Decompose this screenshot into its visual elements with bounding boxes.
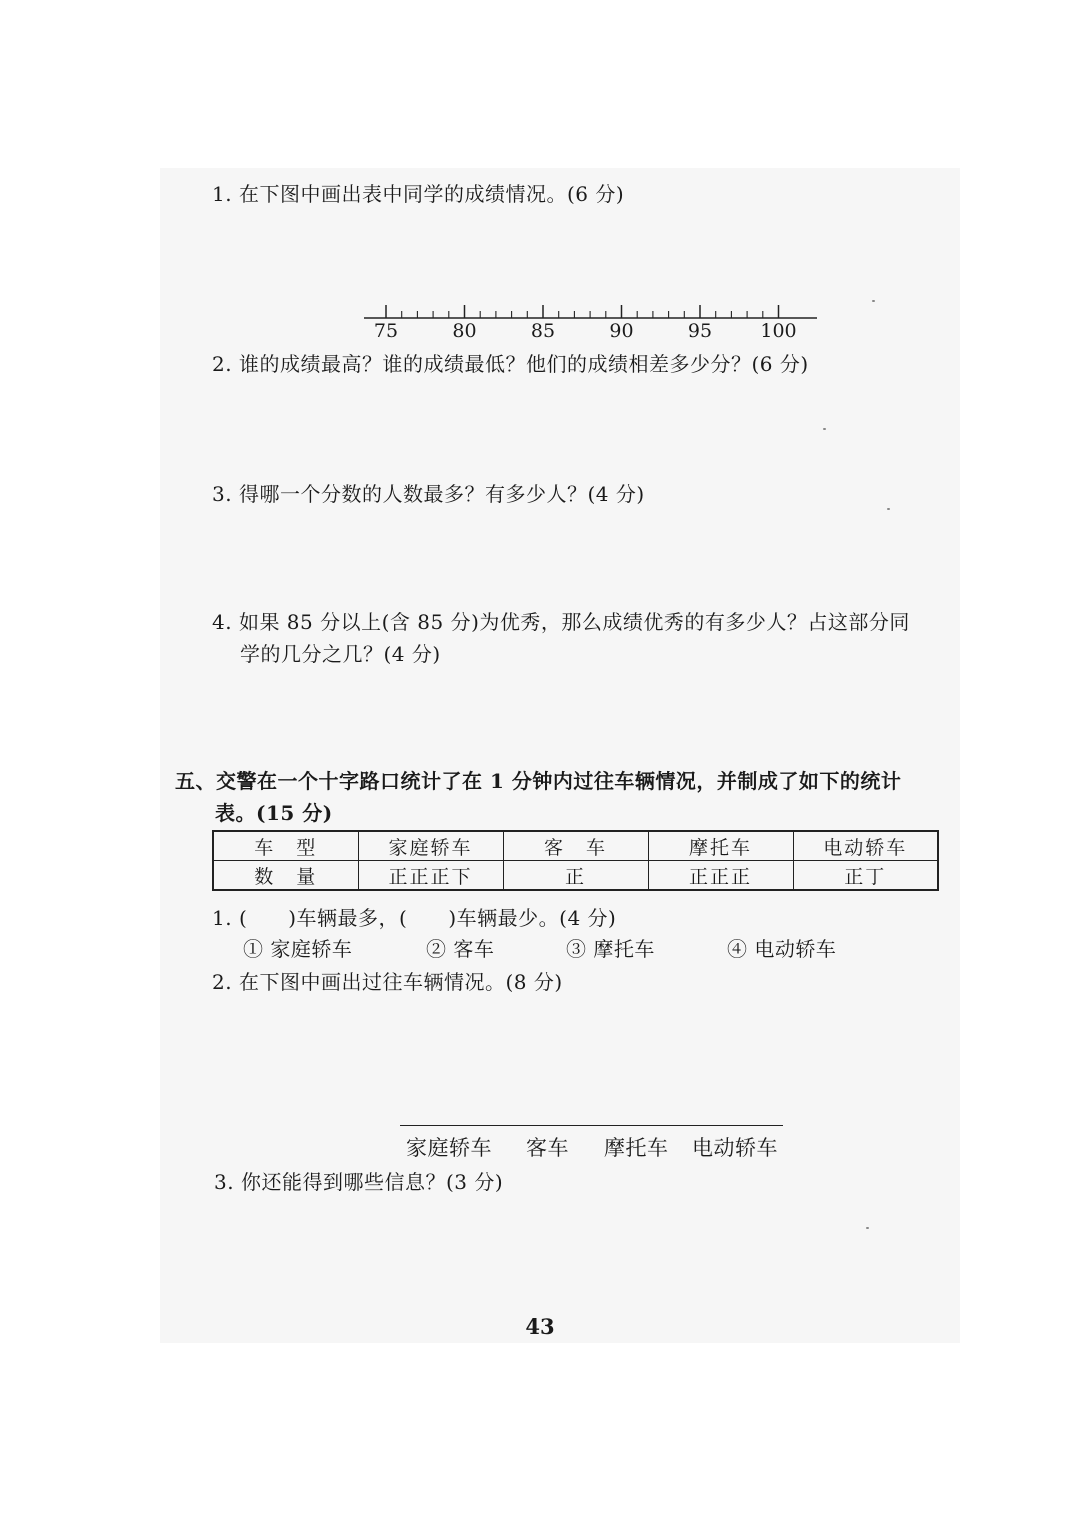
scan-speck (872, 300, 875, 302)
chart-label: 电动轿车 (692, 1136, 778, 1160)
table-cell: 数 量 (213, 861, 358, 891)
question-3: 3. 得哪一个分数的人数最多？有多少人？(4 分) (212, 482, 645, 506)
option-2: ② 客车 (426, 937, 495, 961)
chart-label: 家庭轿车 (406, 1136, 492, 1160)
number-line-label: 95 (687, 320, 713, 340)
option-4: ④ 电动轿车 (727, 937, 837, 961)
table-row (213, 861, 938, 891)
section-5-question-2: 2. 在下图中画出过往车辆情况。(8 分) (212, 970, 563, 994)
question-2: 2. 谁的成绩最高？谁的成绩最低？他们的成绩相差多少分？(6 分) (212, 352, 809, 376)
number-line-label: 90 (609, 320, 634, 340)
chart-label: 摩托车 (604, 1136, 669, 1160)
chart-baseline (400, 1125, 783, 1126)
option-1: ① 家庭轿车 (243, 937, 353, 961)
table-cell: 正正正下 (358, 861, 503, 891)
section-5-heading: 五、交警在一个十字路口统计了在 1 分钟内过往车辆情况，并制成了如下的统计 (175, 769, 902, 793)
question-4-line-2: 学的几分之几？(4 分) (240, 642, 441, 666)
section-5-heading-line-2: 表。(15 分) (215, 801, 333, 825)
question-4-line-1: 4. 如果 85 分以上(含 85 分)为优秀，那么成绩优秀的有多少人？占这部分同 (212, 610, 910, 634)
number-line-label: 100 (760, 320, 797, 340)
option-3: ③ 摩托车 (566, 937, 655, 961)
number-line (362, 290, 822, 340)
number-line-label: 85 (530, 320, 556, 340)
scan-speck (887, 508, 890, 510)
number-line-ticks (386, 305, 779, 318)
number-line-labels (374, 320, 797, 340)
section-5-question-1: 1. ( )车辆最多，( )车辆最少。(4 分) (212, 906, 617, 930)
table-cell: 家庭轿车 (358, 831, 503, 861)
chart-label: 客车 (526, 1136, 569, 1160)
number-line-label: 75 (373, 320, 399, 340)
table-cell: 车 型 (213, 831, 358, 861)
page-number: 43 (525, 1314, 555, 1339)
question-1: 1. 在下图中画出表中同学的成绩情况。(6 分) (212, 182, 625, 206)
section-5-question-3: 3. 你还能得到哪些信息？(3 分) (214, 1170, 504, 1194)
scan-speck (823, 428, 826, 430)
number-line-label: 80 (452, 320, 477, 340)
table-cell: 正丁 (793, 861, 938, 891)
table-cell: 客 车 (503, 831, 648, 861)
table-cell: 电动轿车 (793, 831, 938, 861)
table-cell: 摩托车 (648, 831, 793, 861)
table-cell: 正正正 (648, 861, 793, 891)
table-header-row (213, 831, 938, 861)
scan-speck (866, 1227, 869, 1229)
blank-bar-chart-axis (400, 1110, 785, 1160)
table-cell: 正 (503, 861, 648, 891)
vehicle-tally-table (212, 830, 939, 891)
